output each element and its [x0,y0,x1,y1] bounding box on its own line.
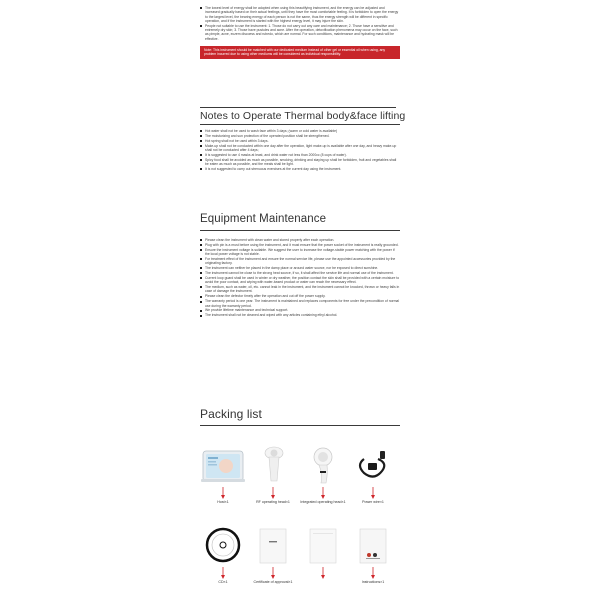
pack-item-cd [200,525,246,584]
pack-item-power-wire [350,445,396,504]
maintenance-item: The warranty period is one year. The instrument is maintained and replaces components for free under the precondition of normal use during the warranty period. [200,299,400,308]
maintenance-item: Plug with pin is a must before using the instrument, and it must ensure that the power socket of the instrument is really grounded. [200,243,400,247]
certificate-image [250,525,296,565]
thermal-section [200,110,406,172]
arrow-down-icon [271,567,275,579]
packing-section [200,407,400,421]
section-underline [200,230,400,231]
maintenance-list [200,238,400,318]
pack-item-host [200,445,246,504]
power-wire-image [350,445,396,485]
pack-label: Integrated operating head×1 [300,500,346,504]
section-title-thermal: Notes to Operate Thermal body&face lifting [200,110,406,122]
thermal-item: Spicy food shall be avoided as much as possible, smoking, drinking and staying up shall be forbidden, fruit and vegetables shall be eaten as much as possible, and the meals shall be light. [200,158,400,167]
instructions-image [350,525,396,565]
arrow-down-icon [321,487,325,499]
warning-note: Note: This instrument should be matched with our dedicated medium instead of other gel or essential oil when using, any problem incurred due to using other mediums will be considered as individual responsibility. [200,46,400,59]
arrow-down-icon [221,487,225,499]
rf-head-image [250,445,296,485]
thermal-list [200,129,400,171]
packing-grid [200,445,400,600]
host-device-image [200,445,246,485]
section-title-packing: Packing list [200,407,262,421]
maintenance-item: The instrument can neither be placed in the damp place or around water source, nor be exposed to direct sunshine. [200,266,400,270]
pack-item-document [300,525,346,580]
document-image [300,525,346,565]
arrow-down-icon [221,567,225,579]
thermal-item: The moisturizing and sun protection of the operated position shall be strengthened. [200,134,400,138]
thermal-item: Hot water shall not be used to wash face within 3 days; (warm or cold water is available) [200,129,400,133]
pack-item-integrated-head [300,445,346,504]
section-title-maintenance: Equipment Maintenance [200,213,327,225]
section-divider [200,107,396,108]
pack-item-instructions [350,525,396,584]
cd-image [200,525,246,565]
section-underline [200,425,400,426]
pack-label: RF operating head×1 [256,500,290,504]
maintenance-item: For treatment effect of the instrument and ensure the normal service life, please use the appointed accessories provided by the originating factory. [200,257,400,266]
maintenance-section [200,213,400,318]
maintenance-item: The medium, such as water, oil, etc. cannot leak in the instrument, and the instrument cannot be knocked, thrown or heavy falls in case of damage the instrument. [200,285,400,294]
maintenance-item: The instrument cannot be close to the strong heat source, if so, it shall affect the service life and normal use of the instrument. [200,271,400,275]
intro-item: The lowest level of energy shall be adopted when using this beautifying instrument, and the energy can be adjusted and increased gradually based on their actual feelings, until they have the most comfortable feeling. It is forbidden to open the energy to the largest level, the bearing energy of each person is not the same, thus the energy strength will be different in specific operation, and if the instrument is started with the highest energy level, it may injure the skin. [200,6,400,23]
thermal-item: It is not suggested to carry out strenuous exercises at the current day using the instrument. [200,167,400,171]
section-underline [200,124,400,125]
integrated-head-image [300,445,346,485]
pack-label: Certificate of approval×1 [253,580,293,584]
thermal-item: Hot spring shall not be used within 3 days. [200,139,400,143]
pack-label: Host×1 [217,500,229,504]
thermal-item: It is suggested to use 4 masks at least, and drink water not less than 2000cc (8 cups of water). [200,153,400,157]
intro-section [200,6,400,59]
pack-item-rf-head [250,445,296,504]
intro-item: People not suitable to use the instrument: 1. Those do not carry out any care and maintenance; 2. Those have a sensitive and extremely dry skin; 3. Those have pustules and acne. After the operation, detoxification phenomena may occur on the face, such as pimple, acne, eczem discoess and rubedo, which are normal. For such conditions, maintenance and hydrating mask will be effective. [200,24,400,41]
thermal-item: Make-up shall not be conducted within one day after the operation, light make-up is available after one day, and heavy make-up shall not be conducted after 4 days; [200,144,400,153]
arrow-down-icon [321,567,325,579]
pack-item-certificate [250,525,296,584]
arrow-down-icon [371,567,375,579]
maintenance-item: Please clean the defector timely after the operation and cut off the power supply. [200,294,400,298]
maintenance-item: The instrument shall not be cleaned and wiped with any articles containing ethyl alcohol. [200,313,400,317]
maintenance-item: Please clean the instrument with clean water and stored properly after each operation. [200,238,400,242]
pack-label: Power wire×1 [362,500,384,504]
intro-list [200,6,400,41]
arrow-down-icon [271,487,275,499]
pack-label: Instructions×1 [361,580,385,584]
pack-label: CD×1 [218,580,228,584]
arrow-down-icon [371,487,375,499]
maintenance-item: Ensure the instrument voltage is suitable. We suggest the user to increase the voltage-stable power matching with the power if the local power voltage is not stable. [200,248,400,257]
maintenance-item: Current loop guard shall be used in winter or dry weather, the position contact the skin shall be provided with a certain moisture to avoid the poor contact, and wiping with water-based product or water can reach the necessary effect. [200,276,400,285]
maintenance-item: We provide lifetime maintenance and technical support. [200,308,400,312]
